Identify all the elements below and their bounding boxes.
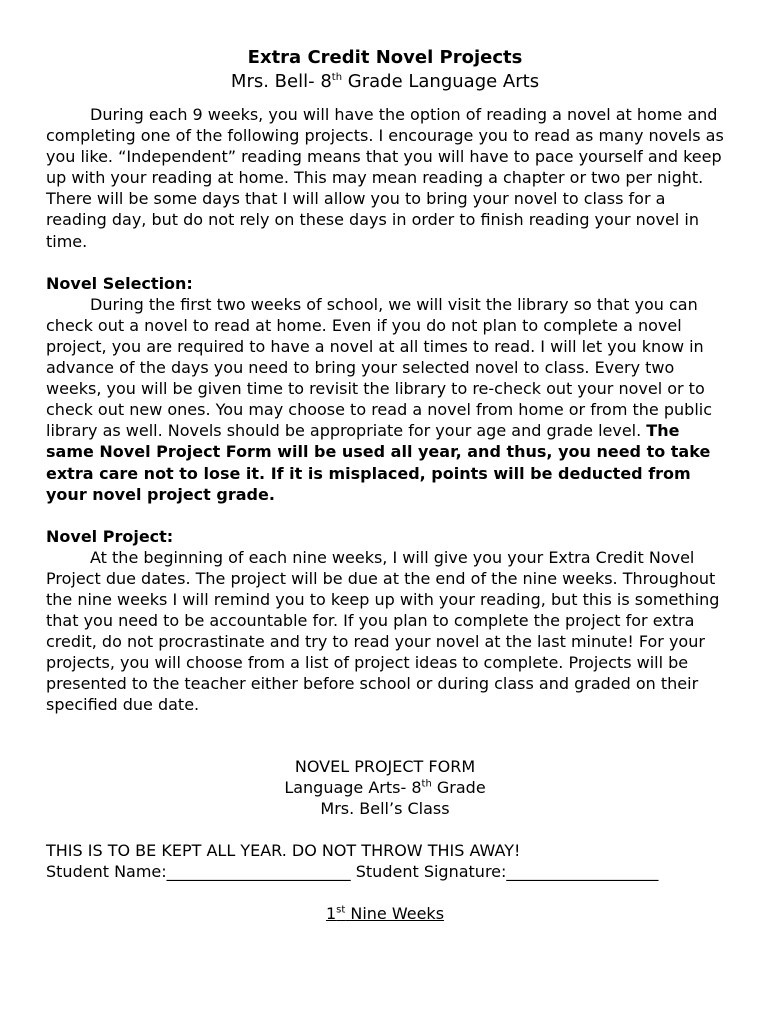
nine-weeks-heading xyxy=(46,903,724,924)
novel-selection-heading: Novel Selection: xyxy=(46,273,193,293)
novel-selection-text: During the first two weeks of school, we will visit the library so that you can check out a novel to read at home. Even if you do not plan to complete a novel project, you are required to have a novel at all times to read. I will let you know in advance of the days you need to bring your selected novel to class. Every two weeks, you will be given time to revisit the library to re-check out your novel or to check out new ones. You may choose to read a novel from home or from the public library as well. Novels should be appropriate for your age and grade level. xyxy=(46,294,712,441)
novel-selection-bold-text: The same Novel Project Form will be used all year, and thus, you need to take extra care not to lose it. If it is misplaced, points will be deducted from your novel project grade. xyxy=(46,421,711,504)
form-header xyxy=(46,756,724,819)
form-fields xyxy=(46,840,724,882)
intro-paragraph: During each 9 weeks, you will have the option of reading a novel at home and completing one of the following projects. I encourage you to read as many novels as you like. “Independent” reading means that you will have to pace yourself and keep up with your reading at home. This may mean reading a chapter or two per night. There will be some days that I will allow you to bring your novel to class for a reading day, but do not rely on these days in order to finish reading your novel in time. xyxy=(46,105,724,251)
form-subject-prefix: Language Arts- 8 xyxy=(284,777,422,797)
form-subject-suffix: Grade xyxy=(431,777,486,797)
nine-weeks-prefix: 1 xyxy=(325,904,337,923)
form-subject-line xyxy=(46,777,724,798)
form-title: NOVEL PROJECT FORM xyxy=(294,756,476,776)
subtitle-superscript: th xyxy=(331,72,343,83)
nine-weeks-superscript: st xyxy=(336,904,346,916)
subtitle-suffix: Grade Language Arts xyxy=(342,71,540,92)
novel-selection-paragraph xyxy=(46,294,724,505)
form-subject-superscript: th xyxy=(421,778,432,790)
document-subtitle xyxy=(46,70,724,94)
student-name-signature-line: Student Name:_______________________ Student Signature:___________________ xyxy=(46,861,659,881)
document-title: Extra Credit Novel Projects xyxy=(247,47,523,68)
nine-weeks-suffix: Nine Weeks xyxy=(345,904,445,923)
form-class-line: Mrs. Bell’s Class xyxy=(320,798,450,818)
form-warning: THIS IS TO BE KEPT ALL YEAR. DO NOT THROW THIS AWAY! xyxy=(46,840,521,860)
subtitle-prefix: Mrs. Bell- 8 xyxy=(230,71,332,92)
novel-project-heading: Novel Project: xyxy=(46,526,174,546)
novel-project-paragraph: At the beginning of each nine weeks, I will give you your Extra Credit Novel Project due dates. The project will be due at the end of the nine weeks. Throughout the nine weeks I will remind you to keep up with your reading, but this is something that you need to be accountable for. If you plan to complete the project for extra credit, do not procrastinate and try to read your novel at the last minute! For your projects, you will choose from a list of project ideas to complete. Projects will be presented to the teacher either before school or during class and graded on their specified due date. xyxy=(46,547,720,715)
